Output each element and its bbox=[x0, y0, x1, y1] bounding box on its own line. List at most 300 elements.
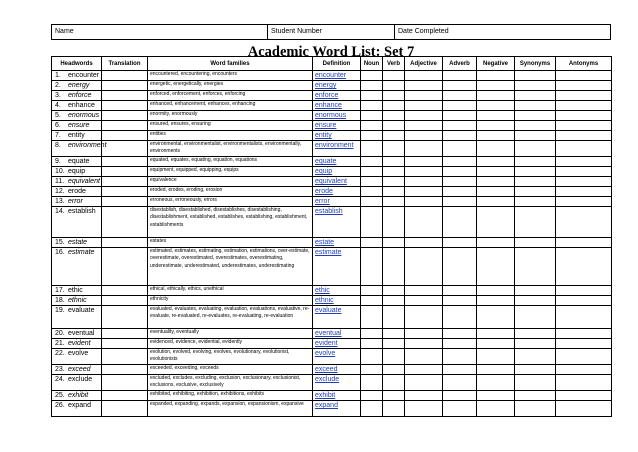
synonyms-cell[interactable] bbox=[515, 238, 556, 248]
row-number: 2. bbox=[55, 82, 61, 89]
negative-cell[interactable] bbox=[477, 101, 515, 111]
word-families-cell: exhibited, exhibiting, exhibition, exhibitions, exhibits bbox=[148, 391, 313, 401]
verb-cell[interactable] bbox=[383, 349, 405, 365]
definition-link[interactable]: eventual bbox=[315, 330, 342, 337]
synonyms-cell[interactable] bbox=[515, 177, 556, 187]
noun-cell[interactable] bbox=[361, 391, 383, 401]
verb-cell[interactable] bbox=[383, 91, 405, 101]
antonyms-cell[interactable] bbox=[556, 296, 612, 306]
translation-cell[interactable] bbox=[102, 187, 148, 197]
definition-link[interactable]: equate bbox=[315, 158, 337, 165]
adjective-cell[interactable] bbox=[405, 111, 443, 121]
definition-link[interactable]: ethic bbox=[315, 287, 330, 294]
translation-cell[interactable] bbox=[102, 157, 148, 167]
adjective-cell[interactable] bbox=[405, 187, 443, 197]
noun-cell[interactable] bbox=[361, 296, 383, 306]
name-field[interactable] bbox=[52, 25, 268, 39]
definition-cell bbox=[313, 187, 361, 197]
translation-cell[interactable] bbox=[102, 296, 148, 306]
translation-cell[interactable] bbox=[102, 177, 148, 187]
translation-cell[interactable] bbox=[102, 141, 148, 157]
adverb-cell[interactable] bbox=[443, 131, 477, 141]
synonyms-cell[interactable] bbox=[515, 121, 556, 131]
negative-cell[interactable] bbox=[477, 296, 515, 306]
synonyms-cell[interactable] bbox=[515, 187, 556, 197]
verb-cell[interactable] bbox=[383, 177, 405, 187]
adverb-cell[interactable] bbox=[443, 401, 477, 417]
noun-cell[interactable] bbox=[361, 375, 383, 391]
antonyms-cell[interactable] bbox=[556, 339, 612, 349]
definition-cell bbox=[313, 238, 361, 248]
word-families-cell: evidenced, evidence, evidential, evidently bbox=[148, 339, 313, 349]
verb-cell[interactable] bbox=[383, 365, 405, 375]
translation-cell[interactable] bbox=[102, 365, 148, 375]
noun-cell[interactable] bbox=[361, 177, 383, 187]
verb-cell[interactable] bbox=[383, 131, 405, 141]
adverb-cell[interactable] bbox=[443, 391, 477, 401]
negative-cell[interactable] bbox=[477, 286, 515, 296]
synonyms-cell[interactable] bbox=[515, 157, 556, 167]
definition-cell bbox=[313, 131, 361, 141]
antonyms-cell[interactable] bbox=[556, 187, 612, 197]
synonyms-cell[interactable] bbox=[515, 131, 556, 141]
noun-cell[interactable] bbox=[361, 81, 383, 91]
adverb-cell[interactable] bbox=[443, 101, 477, 111]
definition-link[interactable]: enormous bbox=[315, 112, 347, 119]
translation-cell[interactable] bbox=[102, 391, 148, 401]
noun-cell[interactable] bbox=[361, 329, 383, 339]
verb-cell[interactable] bbox=[383, 111, 405, 121]
adjective-cell[interactable] bbox=[405, 207, 443, 238]
synonyms-cell[interactable] bbox=[515, 71, 556, 81]
definition-link[interactable]: equip bbox=[315, 168, 333, 175]
antonyms-cell[interactable] bbox=[556, 365, 612, 375]
synonyms-cell[interactable] bbox=[515, 111, 556, 121]
adjective-cell[interactable] bbox=[405, 91, 443, 101]
translation-cell[interactable] bbox=[102, 71, 148, 81]
adjective-cell[interactable] bbox=[405, 101, 443, 111]
noun-cell[interactable] bbox=[361, 131, 383, 141]
adverb-cell[interactable] bbox=[443, 296, 477, 306]
word-families-cell: disestablish, disestablished, disestablishes, disestablishing, disestablishment, established, establishes, establishing, establishment, establishments bbox=[148, 207, 313, 238]
definition-link[interactable]: expand bbox=[315, 402, 338, 409]
adjective-cell[interactable] bbox=[405, 71, 443, 81]
verb-cell[interactable] bbox=[383, 391, 405, 401]
definition-cell bbox=[313, 349, 361, 365]
definition-link[interactable]: energy bbox=[315, 82, 337, 89]
adverb-cell[interactable] bbox=[443, 238, 477, 248]
negative-cell[interactable] bbox=[477, 167, 515, 177]
noun-cell[interactable] bbox=[361, 349, 383, 365]
synonyms-cell[interactable] bbox=[515, 197, 556, 207]
translation-cell[interactable] bbox=[102, 207, 148, 238]
col-header-translation: Translation bbox=[102, 57, 148, 71]
translation-cell[interactable] bbox=[102, 91, 148, 101]
verb-cell[interactable] bbox=[383, 248, 405, 286]
verb-cell[interactable] bbox=[383, 157, 405, 167]
definition-cell bbox=[313, 157, 361, 167]
antonyms-cell[interactable] bbox=[556, 401, 612, 417]
adjective-cell[interactable] bbox=[405, 157, 443, 167]
antonyms-cell[interactable] bbox=[556, 157, 612, 167]
antonyms-cell[interactable] bbox=[556, 375, 612, 391]
row-number: 9. bbox=[55, 158, 61, 165]
adjective-cell[interactable] bbox=[405, 131, 443, 141]
translation-cell[interactable] bbox=[102, 167, 148, 177]
word-families-cell: exceeded, exceeding, exceeds bbox=[148, 365, 313, 375]
negative-cell[interactable] bbox=[477, 375, 515, 391]
adjective-cell[interactable] bbox=[405, 365, 443, 375]
definition-link[interactable]: evolve bbox=[315, 350, 336, 357]
negative-cell[interactable] bbox=[477, 391, 515, 401]
noun-cell[interactable] bbox=[361, 238, 383, 248]
synonyms-cell[interactable] bbox=[515, 167, 556, 177]
negative-cell[interactable] bbox=[477, 111, 515, 121]
adverb-cell[interactable] bbox=[443, 157, 477, 167]
table-row bbox=[52, 306, 612, 329]
synonyms-cell[interactable] bbox=[515, 349, 556, 365]
adverb-cell[interactable] bbox=[443, 329, 477, 339]
noun-cell[interactable] bbox=[361, 121, 383, 131]
student-number-field[interactable] bbox=[268, 25, 395, 39]
negative-cell[interactable] bbox=[477, 141, 515, 157]
definition-link[interactable]: error bbox=[315, 198, 330, 205]
negative-cell[interactable] bbox=[477, 339, 515, 349]
verb-cell[interactable] bbox=[383, 238, 405, 248]
adjective-cell[interactable] bbox=[405, 248, 443, 286]
antonyms-cell[interactable] bbox=[556, 197, 612, 207]
row-number: 25. bbox=[55, 392, 65, 399]
verb-cell[interactable] bbox=[383, 187, 405, 197]
synonyms-cell[interactable] bbox=[515, 391, 556, 401]
adverb-cell[interactable] bbox=[443, 177, 477, 187]
adjective-cell[interactable] bbox=[405, 238, 443, 248]
definition-link[interactable]: exhibit bbox=[315, 392, 336, 399]
definition-link[interactable]: estimate bbox=[315, 249, 342, 256]
adverb-cell[interactable] bbox=[443, 349, 477, 365]
negative-cell[interactable] bbox=[477, 365, 515, 375]
negative-cell[interactable] bbox=[477, 349, 515, 365]
headword-cell bbox=[52, 401, 102, 417]
verb-cell[interactable] bbox=[383, 207, 405, 238]
word-families-cell: estates bbox=[148, 238, 313, 248]
antonyms-cell[interactable] bbox=[556, 111, 612, 121]
headword-text: eventual bbox=[68, 330, 95, 337]
word-families-cell: excluded, excludes, excluding, exclusion, exclusionary, exclusionist, exclusions, exclusive, exclusively bbox=[148, 375, 313, 391]
translation-cell[interactable] bbox=[102, 131, 148, 141]
verb-cell[interactable] bbox=[383, 329, 405, 339]
negative-cell[interactable] bbox=[477, 187, 515, 197]
adjective-cell[interactable] bbox=[405, 391, 443, 401]
row-number: 18. bbox=[55, 297, 65, 304]
negative-cell[interactable] bbox=[477, 121, 515, 131]
antonyms-cell[interactable] bbox=[556, 101, 612, 111]
verb-cell[interactable] bbox=[383, 121, 405, 131]
noun-cell[interactable] bbox=[361, 111, 383, 121]
adverb-cell[interactable] bbox=[443, 339, 477, 349]
adverb-cell[interactable] bbox=[443, 375, 477, 391]
translation-cell[interactable] bbox=[102, 111, 148, 121]
antonyms-cell[interactable] bbox=[556, 329, 612, 339]
definition-link[interactable]: evident bbox=[315, 340, 338, 347]
noun-cell[interactable] bbox=[361, 167, 383, 177]
row-number: 6. bbox=[55, 122, 61, 129]
adverb-cell[interactable] bbox=[443, 306, 477, 329]
row-number: 10. bbox=[55, 168, 65, 175]
antonyms-cell[interactable] bbox=[556, 306, 612, 329]
adverb-cell[interactable] bbox=[443, 187, 477, 197]
col-header-antonyms: Antonyms bbox=[556, 57, 612, 71]
headword-text: ethic bbox=[68, 287, 83, 294]
noun-cell[interactable] bbox=[361, 365, 383, 375]
col-header-negative: Negative bbox=[477, 57, 515, 71]
negative-cell[interactable] bbox=[477, 177, 515, 187]
synonyms-cell[interactable] bbox=[515, 207, 556, 238]
negative-cell[interactable] bbox=[477, 329, 515, 339]
synonyms-cell[interactable] bbox=[515, 248, 556, 286]
adjective-cell[interactable] bbox=[405, 167, 443, 177]
definition-link[interactable]: ethnic bbox=[315, 297, 334, 304]
headword-cell bbox=[52, 197, 102, 207]
row-number: 3. bbox=[55, 92, 61, 99]
antonyms-cell[interactable] bbox=[556, 177, 612, 187]
headword-cell bbox=[52, 167, 102, 177]
verb-cell[interactable] bbox=[383, 296, 405, 306]
word-families-cell: expanded, expanding, expands, expansion, expansionism, expansive bbox=[148, 401, 313, 417]
noun-cell[interactable] bbox=[361, 71, 383, 81]
adverb-cell[interactable] bbox=[443, 248, 477, 286]
headword-cell bbox=[52, 91, 102, 101]
date-completed-label: Date Completed bbox=[398, 28, 449, 35]
headword-text: enhance bbox=[68, 102, 95, 109]
antonyms-cell[interactable] bbox=[556, 286, 612, 296]
antonyms-cell[interactable] bbox=[556, 71, 612, 81]
negative-cell[interactable] bbox=[477, 197, 515, 207]
antonyms-cell[interactable] bbox=[556, 207, 612, 238]
headword-cell bbox=[52, 121, 102, 131]
translation-cell[interactable] bbox=[102, 248, 148, 286]
definition-cell bbox=[313, 167, 361, 177]
antonyms-cell[interactable] bbox=[556, 81, 612, 91]
negative-cell[interactable] bbox=[477, 248, 515, 286]
antonyms-cell[interactable] bbox=[556, 131, 612, 141]
noun-cell[interactable] bbox=[361, 339, 383, 349]
synonyms-cell[interactable] bbox=[515, 365, 556, 375]
adjective-cell[interactable] bbox=[405, 401, 443, 417]
adverb-cell[interactable] bbox=[443, 286, 477, 296]
noun-cell[interactable] bbox=[361, 248, 383, 286]
definition-link[interactable]: entity bbox=[315, 132, 332, 139]
adverb-cell[interactable] bbox=[443, 81, 477, 91]
adjective-cell[interactable] bbox=[405, 306, 443, 329]
negative-cell[interactable] bbox=[477, 81, 515, 91]
noun-cell[interactable] bbox=[361, 157, 383, 167]
translation-cell[interactable] bbox=[102, 197, 148, 207]
verb-cell[interactable] bbox=[383, 286, 405, 296]
synonyms-cell[interactable] bbox=[515, 81, 556, 91]
noun-cell[interactable] bbox=[361, 141, 383, 157]
verb-cell[interactable] bbox=[383, 71, 405, 81]
headword-cell bbox=[52, 286, 102, 296]
definition-cell bbox=[313, 177, 361, 187]
translation-cell[interactable] bbox=[102, 339, 148, 349]
headword-text: ethnic bbox=[68, 297, 87, 304]
negative-cell[interactable] bbox=[477, 306, 515, 329]
translation-cell[interactable] bbox=[102, 375, 148, 391]
negative-cell[interactable] bbox=[477, 238, 515, 248]
antonyms-cell[interactable] bbox=[556, 167, 612, 177]
noun-cell[interactable] bbox=[361, 187, 383, 197]
adjective-cell[interactable] bbox=[405, 81, 443, 91]
antonyms-cell[interactable] bbox=[556, 238, 612, 248]
translation-cell[interactable] bbox=[102, 101, 148, 111]
definition-link[interactable]: equivalent bbox=[315, 178, 347, 185]
headword-cell bbox=[52, 296, 102, 306]
translation-cell[interactable] bbox=[102, 238, 148, 248]
adverb-cell[interactable] bbox=[443, 197, 477, 207]
adverb-cell[interactable] bbox=[443, 365, 477, 375]
adjective-cell[interactable] bbox=[405, 349, 443, 365]
noun-cell[interactable] bbox=[361, 197, 383, 207]
definition-link[interactable]: exclude bbox=[315, 376, 340, 383]
adjective-cell[interactable] bbox=[405, 296, 443, 306]
worksheet-title: Academic Word List: Set 7 bbox=[247, 44, 415, 60]
adjective-cell[interactable] bbox=[405, 329, 443, 339]
adjective-cell[interactable] bbox=[405, 286, 443, 296]
table-row bbox=[52, 207, 612, 238]
verb-cell[interactable] bbox=[383, 306, 405, 329]
synonyms-cell[interactable] bbox=[515, 91, 556, 101]
definition-link[interactable]: estate bbox=[315, 239, 335, 246]
headword-text: environment bbox=[68, 142, 107, 149]
table-row bbox=[52, 101, 612, 111]
col-header-adverb: Adverb bbox=[443, 57, 477, 71]
date-completed-field[interactable] bbox=[395, 25, 610, 39]
adjective-cell[interactable] bbox=[405, 121, 443, 131]
table-row bbox=[52, 401, 612, 417]
table-row bbox=[52, 286, 612, 296]
translation-cell[interactable] bbox=[102, 329, 148, 339]
antonyms-cell[interactable] bbox=[556, 248, 612, 286]
synonyms-cell[interactable] bbox=[515, 401, 556, 417]
translation-cell[interactable] bbox=[102, 401, 148, 417]
adjective-cell[interactable] bbox=[405, 197, 443, 207]
verb-cell[interactable] bbox=[383, 401, 405, 417]
adjective-cell[interactable] bbox=[405, 339, 443, 349]
word-families-cell: erroneous, erroneously, errors bbox=[148, 197, 313, 207]
noun-cell[interactable] bbox=[361, 306, 383, 329]
definition-link[interactable]: ensure bbox=[315, 122, 337, 129]
definition-link[interactable]: erode bbox=[315, 188, 333, 195]
adverb-cell[interactable] bbox=[443, 207, 477, 238]
adjective-cell[interactable] bbox=[405, 141, 443, 157]
adverb-cell[interactable] bbox=[443, 71, 477, 81]
adjective-cell[interactable] bbox=[405, 375, 443, 391]
negative-cell[interactable] bbox=[477, 131, 515, 141]
word-families-cell: enforced, enforcement, enforces, enforcing bbox=[148, 91, 313, 101]
negative-cell[interactable] bbox=[477, 207, 515, 238]
definition-cell bbox=[313, 375, 361, 391]
adverb-cell[interactable] bbox=[443, 111, 477, 121]
negative-cell[interactable] bbox=[477, 71, 515, 81]
translation-cell[interactable] bbox=[102, 349, 148, 365]
adverb-cell[interactable] bbox=[443, 121, 477, 131]
col-header-headwords: Headwords bbox=[52, 57, 102, 71]
adverb-cell[interactable] bbox=[443, 91, 477, 101]
adjective-cell[interactable] bbox=[405, 177, 443, 187]
definition-link[interactable]: encounter bbox=[315, 72, 347, 79]
word-families-cell: equivalence bbox=[148, 177, 313, 187]
row-number: 17. bbox=[55, 287, 65, 294]
table-row bbox=[52, 81, 612, 91]
noun-cell[interactable] bbox=[361, 207, 383, 238]
synonyms-cell[interactable] bbox=[515, 329, 556, 339]
verb-cell[interactable] bbox=[383, 167, 405, 177]
word-families-cell: eroded, erodes, eroding, erosion bbox=[148, 187, 313, 197]
translation-cell[interactable] bbox=[102, 306, 148, 329]
verb-cell[interactable] bbox=[383, 339, 405, 349]
synonyms-cell[interactable] bbox=[515, 306, 556, 329]
verb-cell[interactable] bbox=[383, 197, 405, 207]
noun-cell[interactable] bbox=[361, 91, 383, 101]
row-number: 14. bbox=[55, 208, 65, 215]
synonyms-cell[interactable] bbox=[515, 141, 556, 157]
noun-cell[interactable] bbox=[361, 101, 383, 111]
definition-link[interactable]: exceed bbox=[315, 366, 338, 373]
synonyms-cell[interactable] bbox=[515, 339, 556, 349]
synonyms-cell[interactable] bbox=[515, 296, 556, 306]
verb-cell[interactable] bbox=[383, 375, 405, 391]
adverb-cell[interactable] bbox=[443, 141, 477, 157]
antonyms-cell[interactable] bbox=[556, 121, 612, 131]
row-number: 19. bbox=[55, 307, 65, 314]
verb-cell[interactable] bbox=[383, 101, 405, 111]
definition-link[interactable]: enforce bbox=[315, 92, 339, 99]
synonyms-cell[interactable] bbox=[515, 375, 556, 391]
headword-text: enormous bbox=[68, 112, 100, 119]
synonyms-cell[interactable] bbox=[515, 286, 556, 296]
definition-cell bbox=[313, 401, 361, 417]
headword-text: equip bbox=[68, 168, 86, 175]
definition-cell bbox=[313, 111, 361, 121]
noun-cell[interactable] bbox=[361, 401, 383, 417]
definition-link[interactable]: enhance bbox=[315, 102, 342, 109]
negative-cell[interactable] bbox=[477, 157, 515, 167]
negative-cell[interactable] bbox=[477, 401, 515, 417]
antonyms-cell[interactable] bbox=[556, 391, 612, 401]
definition-link[interactable]: evaluate bbox=[315, 307, 342, 314]
verb-cell[interactable] bbox=[383, 141, 405, 157]
table-row bbox=[52, 391, 612, 401]
negative-cell[interactable] bbox=[477, 91, 515, 101]
headword-text: equivalent bbox=[68, 178, 100, 185]
verb-cell[interactable] bbox=[383, 81, 405, 91]
antonyms-cell[interactable] bbox=[556, 141, 612, 157]
definition-link[interactable]: environment bbox=[315, 142, 354, 149]
noun-cell[interactable] bbox=[361, 286, 383, 296]
translation-cell[interactable] bbox=[102, 81, 148, 91]
antonyms-cell[interactable] bbox=[556, 91, 612, 101]
translation-cell[interactable] bbox=[102, 286, 148, 296]
col-header-noun: Noun bbox=[361, 57, 383, 71]
antonyms-cell[interactable] bbox=[556, 349, 612, 365]
translation-cell[interactable] bbox=[102, 121, 148, 131]
adverb-cell[interactable] bbox=[443, 167, 477, 177]
row-number: 1. bbox=[55, 72, 61, 79]
synonyms-cell[interactable] bbox=[515, 101, 556, 111]
definition-link[interactable]: establish bbox=[315, 208, 343, 215]
col-header-synonyms: Synonyms bbox=[515, 57, 556, 71]
